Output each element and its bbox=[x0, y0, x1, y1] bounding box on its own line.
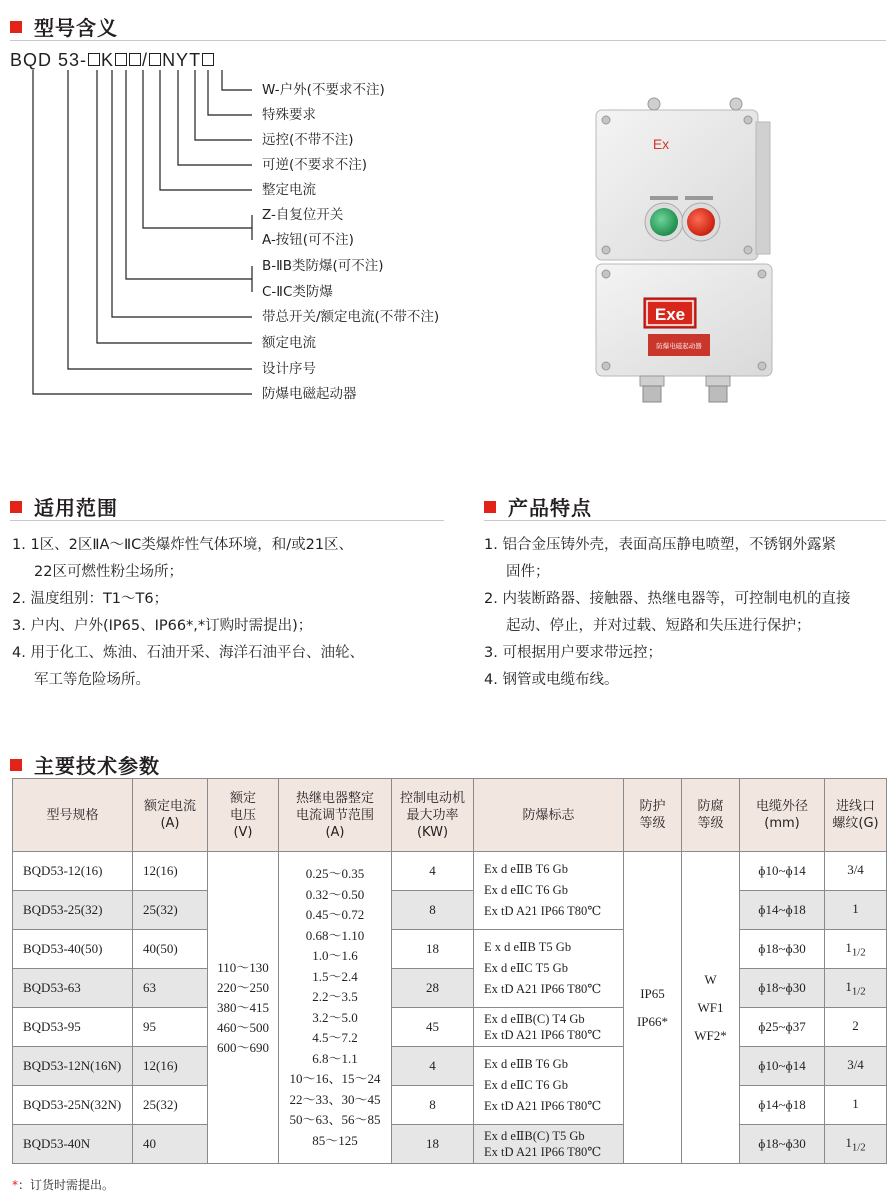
table-row bbox=[13, 852, 887, 891]
cell-model: BQD53-25N(32N) bbox=[13, 1086, 133, 1125]
col-header-relay: 热继电器整定 电流调节范围 (A) bbox=[279, 779, 392, 852]
cell-ex-mark: Ex d eⅡB T6 Gb Ex d eⅡC T6 Gb Ex tD A21 IP66 T80℃ bbox=[474, 852, 624, 930]
cell-ex-mark: Ex d eⅡB(C) T4 Gb Ex tD A21 IP66 T80℃ bbox=[474, 1008, 624, 1047]
cell-current: 25(32) bbox=[133, 1086, 208, 1125]
list-item-continued: 起动、停止，并对过载、短路和失压进行保护； bbox=[506, 618, 811, 634]
cell-protection: IP65 IP66* bbox=[624, 852, 682, 1164]
section-header-features bbox=[484, 492, 592, 521]
cell-thread: 3/4 bbox=[825, 1047, 887, 1086]
cell-current: 95 bbox=[133, 1008, 208, 1047]
model-code-prefix: BQD 53- bbox=[10, 50, 88, 70]
cell-cable: ɸ25~ɸ37 bbox=[740, 1008, 825, 1047]
cell-thread: $1_{1/2}$ bbox=[825, 930, 887, 969]
col-header-anticorrosion: 防腐 等级 bbox=[682, 779, 740, 852]
cell-power: 8 bbox=[392, 891, 474, 930]
cell-cable: ɸ10~ɸ14 bbox=[740, 852, 825, 891]
table-row bbox=[13, 1125, 887, 1164]
cell-current: 40(50) bbox=[133, 930, 208, 969]
col-header-ex-mark: 防爆标志 bbox=[474, 779, 624, 852]
spec-table bbox=[12, 778, 887, 1164]
cell-cable: ɸ18~ɸ30 bbox=[740, 930, 825, 969]
tree-label: 整定电流 bbox=[262, 182, 316, 198]
model-code-slash: / bbox=[142, 50, 149, 70]
cell-model: BQD53-40N bbox=[13, 1125, 133, 1164]
tree-label: 额定电流 bbox=[262, 335, 316, 351]
section-header-specs bbox=[10, 750, 160, 779]
cell-current: 12(16) bbox=[133, 1047, 208, 1086]
section-header-scope bbox=[10, 492, 118, 521]
cell-power: 8 bbox=[392, 1086, 474, 1125]
tree-label: 远控(不带不注) bbox=[262, 132, 354, 148]
table-row bbox=[13, 930, 887, 969]
photo-exe-mark: Exe bbox=[654, 305, 686, 324]
cell-voltage-range: 110～130 220～250 380～415 460～500 600～690 bbox=[208, 852, 279, 1164]
tree-label: 可逆(不要求不注) bbox=[262, 157, 368, 173]
section-divider bbox=[10, 520, 444, 521]
cell-anticorrosion: W WF1 WF2* bbox=[682, 852, 740, 1164]
cell-model: BQD53-63 bbox=[13, 969, 133, 1008]
footnote bbox=[12, 1176, 114, 1193]
cell-thread: 3/4 bbox=[825, 852, 887, 891]
photo-ex-mark: Ex bbox=[652, 136, 670, 152]
col-header-protection: 防护 等级 bbox=[624, 779, 682, 852]
cell-cable: ɸ18~ɸ30 bbox=[740, 969, 825, 1008]
tree-label: 防爆电磁起动器 bbox=[262, 386, 357, 402]
cell-thread: 2 bbox=[825, 1008, 887, 1047]
cell-cable: ɸ18~ɸ30 bbox=[740, 1125, 825, 1164]
col-header-current: 额定电流 (A) bbox=[133, 779, 208, 852]
table-row bbox=[13, 1008, 887, 1047]
list-item: 1. 1区、2区ⅡA～ⅡC类爆炸性气体环境，和/或21区、 bbox=[12, 537, 354, 553]
red-button-icon bbox=[687, 208, 715, 236]
section-marker-icon bbox=[10, 501, 22, 513]
cell-model: BQD53-12(16) bbox=[13, 852, 133, 891]
cell-model: BQD53-95 bbox=[13, 1008, 133, 1047]
tree-label: 带总开关/额定电流(不带不注) bbox=[262, 309, 440, 325]
cell-thread: 1 bbox=[825, 891, 887, 930]
tree-label: B-ⅡB类防爆(可不注) bbox=[262, 258, 384, 274]
list-item: 1. 铝合金压铸外壳，表面高压静电喷塑，不锈钢外露紧 bbox=[484, 537, 836, 553]
cell-current: 40 bbox=[133, 1125, 208, 1164]
features-list bbox=[484, 532, 850, 694]
list-item: 2. 温度组别：T1～T6； bbox=[12, 591, 169, 607]
model-code-tree-lines bbox=[0, 0, 480, 410]
cell-ex-mark: E x d eⅡB T5 Gb Ex d eⅡC T5 Gb Ex tD A21 IP66 T80℃ bbox=[474, 930, 624, 1008]
cell-ex-mark: Ex d eⅡB(C) T5 Gb Ex tD A21 IP66 T80℃ bbox=[474, 1125, 624, 1164]
cell-power: 4 bbox=[392, 852, 474, 891]
photo-nameplate: 防爆电磁起动器 bbox=[656, 342, 702, 350]
cell-cable: ɸ14~ɸ18 bbox=[740, 891, 825, 930]
table-header-row bbox=[13, 779, 887, 852]
section-title: 适用范围 bbox=[34, 496, 118, 520]
product-photo bbox=[588, 92, 788, 422]
tree-label: C-ⅡC类防爆 bbox=[262, 284, 333, 300]
list-item: 4. 用于化工、炼油、石油开采、海洋石油平台、油轮、 bbox=[12, 645, 364, 661]
table-row bbox=[13, 969, 887, 1008]
tree-label: 特殊要求 bbox=[262, 107, 316, 123]
tree-label: W-户外(不要求不注) bbox=[262, 82, 385, 98]
col-header-power: 控制电动机 最大功率 (KW) bbox=[392, 779, 474, 852]
cell-thread: $1_{1/2}$ bbox=[825, 969, 887, 1008]
cell-thread: 1 bbox=[825, 1086, 887, 1125]
cell-model: BQD53-12N(16N) bbox=[13, 1047, 133, 1086]
cell-model: BQD53-40(50) bbox=[13, 930, 133, 969]
green-button-icon bbox=[650, 208, 678, 236]
cell-current: 25(32) bbox=[133, 891, 208, 930]
section-divider bbox=[484, 520, 886, 521]
list-item: 4. 钢管或电缆布线。 bbox=[484, 672, 619, 688]
list-item: 3. 可根据用户要求带远控； bbox=[484, 645, 662, 661]
section-marker-icon bbox=[10, 759, 22, 771]
tree-label: 设计序号 bbox=[262, 361, 316, 377]
cell-power: 18 bbox=[392, 1125, 474, 1164]
cell-cable: ɸ10~ɸ14 bbox=[740, 1047, 825, 1086]
table-row bbox=[13, 1086, 887, 1125]
table-row bbox=[13, 1047, 887, 1086]
cell-ex-mark: Ex d eⅡB T6 Gb Ex d eⅡC T6 Gb Ex tD A21 IP66 T80℃ bbox=[474, 1047, 624, 1125]
list-item: 2. 内装断路器、接触器、热继电器等，可控制电机的直接 bbox=[484, 591, 851, 607]
cell-current: 12(16) bbox=[133, 852, 208, 891]
section-title: 型号含义 bbox=[34, 16, 118, 40]
cell-current: 63 bbox=[133, 969, 208, 1008]
footnote-star: * bbox=[12, 1178, 18, 1192]
cell-relay-range: 0.25～0.35 0.32～0.50 0.45～0.72 0.68～1.10 1.0～1.6 1.5～2.4 2.2～3.5 3.2～5.0 4.5～7.2 6.8～1.1 10～16、15～24 22～33、30～45 50～63、56～85 85～125 bbox=[279, 852, 392, 1164]
list-item-continued: 固件； bbox=[506, 564, 550, 580]
scope-list bbox=[12, 532, 364, 694]
col-header-cable: 电缆外径 (mm) bbox=[740, 779, 825, 852]
cell-cable: ɸ14~ɸ18 bbox=[740, 1086, 825, 1125]
cell-thread: $1_{1/2}$ bbox=[825, 1125, 887, 1164]
cell-power: 45 bbox=[392, 1008, 474, 1047]
list-item: 3. 户内、户外(IP65、IP66*,*订购时需提出)； bbox=[12, 618, 313, 634]
footnote-text: ：订货时需提出。 bbox=[18, 1178, 115, 1192]
model-code-suffix: NYT bbox=[162, 50, 202, 70]
tree-label: Z-自复位开关 bbox=[262, 207, 344, 223]
section-marker-icon bbox=[484, 501, 496, 513]
cell-model: BQD53-25(32) bbox=[13, 891, 133, 930]
col-header-thread: 进线口 螺纹(G) bbox=[825, 779, 887, 852]
section-title: 主要技术参数 bbox=[34, 754, 160, 778]
table-row bbox=[13, 891, 887, 930]
list-item-continued: 军工等危险场所。 bbox=[34, 672, 150, 688]
col-header-voltage: 额定 电压 (V) bbox=[208, 779, 279, 852]
model-code-letter: K bbox=[101, 50, 115, 70]
cell-power: 18 bbox=[392, 930, 474, 969]
col-header-model: 型号规格 bbox=[13, 779, 133, 852]
cell-power: 28 bbox=[392, 969, 474, 1008]
cell-power: 4 bbox=[392, 1047, 474, 1086]
list-item-continued: 22区可燃性粉尘场所； bbox=[34, 564, 183, 580]
section-title: 产品特点 bbox=[508, 496, 592, 520]
tree-label: A-按钮(可不注) bbox=[262, 232, 354, 248]
